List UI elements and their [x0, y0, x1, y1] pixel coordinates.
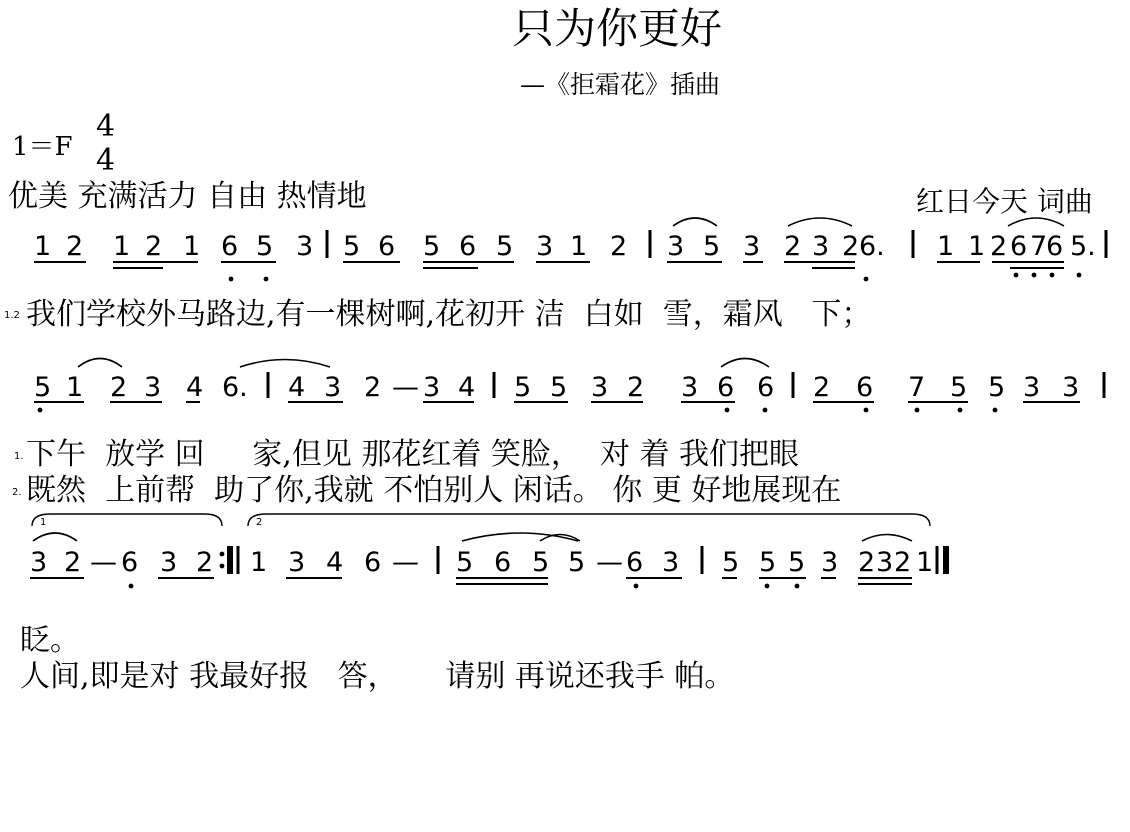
note-line2: 3 [144, 372, 162, 403]
note-line1: 1 [34, 231, 52, 262]
note-line2: 2 [364, 372, 382, 403]
note-line2: 6 [757, 372, 775, 403]
note-line2: 4 [288, 372, 306, 403]
octave-dot [129, 584, 134, 589]
note-line1: 2 [145, 231, 163, 262]
slur [33, 533, 77, 541]
octave-dot [1014, 273, 1019, 278]
note-line2: 2 [110, 372, 128, 403]
note-line2: 3 [681, 372, 699, 403]
note-line1: 3 [296, 231, 314, 262]
volta-bracket-2 [248, 514, 930, 526]
volta-number-1: 1 [40, 517, 47, 528]
note-line1: 1 [570, 231, 588, 262]
note-line3: 5 [722, 547, 740, 578]
note-line2: 5 [950, 372, 968, 403]
note-line3: 5 [788, 547, 806, 578]
octave-dot [264, 277, 269, 282]
note-line1: 1 [968, 231, 986, 262]
composer-credit: 红日今天 词曲 [916, 185, 1093, 218]
octave-dot [993, 408, 998, 413]
note-line3: 3 [288, 547, 306, 578]
note-line2: 3 [324, 372, 342, 403]
note-line3: 2 [858, 547, 876, 578]
note-line3: 3 [821, 547, 839, 578]
dash-note: — [392, 547, 419, 578]
note-line2: 5 [514, 372, 532, 403]
slur [862, 535, 912, 542]
note-line1: 3 [812, 231, 830, 262]
note-line3: 3 [876, 547, 894, 578]
note-line3: 5 [456, 547, 474, 578]
octave-dot [725, 408, 730, 413]
note-line2: 3 [591, 372, 609, 403]
note-line2: 5 [550, 372, 568, 403]
lyric-line-3-verse-1: 眨。 [20, 623, 80, 658]
time-signature-top: 4 [96, 109, 116, 144]
time-signature-bottom: 4 [96, 143, 116, 178]
note-line2: 4 [458, 372, 476, 403]
slur [1008, 218, 1064, 226]
dash-note: — [90, 547, 117, 578]
note-line1: 2 [842, 231, 860, 262]
note-line2: 2 [627, 372, 645, 403]
note-line2: 3 [423, 372, 441, 403]
octave-dot [763, 408, 768, 413]
octave-dot [229, 277, 234, 282]
slur [78, 359, 122, 368]
verse-mark: 1. [14, 451, 24, 462]
note-line1: 5 [703, 231, 721, 262]
note-line1: 7 [1030, 231, 1048, 262]
octave-dot [38, 408, 43, 413]
octave-dot [864, 408, 869, 413]
octave-dot [958, 408, 963, 413]
note-line2: 1 [66, 372, 84, 403]
note-line1: 1 [937, 231, 955, 262]
note-line3: 3 [160, 547, 178, 578]
note-line3: 2 [196, 547, 214, 578]
octave-dot [765, 584, 770, 589]
slur [240, 360, 330, 368]
note-line1: 3 [536, 231, 554, 262]
note-line1: 5. [1070, 231, 1096, 262]
octave-dot [1050, 273, 1055, 278]
octave-dot [795, 584, 800, 589]
note-line1: 2 [990, 231, 1008, 262]
slur [673, 218, 717, 226]
note-line1: 6 [1010, 231, 1028, 262]
note-line1: 6 [459, 231, 477, 262]
note-line3: 6 [626, 547, 644, 578]
lyric-line-1: 我们学校外马路边,有一棵树啊,花初开 洁 白如 雪，霜风 下； [26, 297, 872, 332]
note-line2: 6 [856, 372, 874, 403]
note-line3: 2 [64, 547, 82, 578]
repeat-dot [220, 552, 225, 557]
note-line2: 3 [1023, 372, 1041, 403]
note-line1: 3 [743, 231, 761, 262]
note-line2: 7 [908, 372, 926, 403]
note-line3: 1 [250, 547, 268, 578]
octave-dot [915, 408, 920, 413]
octave-dot [1077, 273, 1082, 278]
note-line3: 6 [121, 547, 139, 578]
volta-bracket-1 [32, 514, 222, 526]
note-line3: 2 [894, 547, 912, 578]
note-line3: 5 [568, 547, 586, 578]
octave-dot [864, 277, 869, 282]
tempo-marking: 优美 充满活力 自由 热情地 [8, 179, 367, 214]
verse-mark: 1.2 [4, 310, 20, 321]
key-signature: 1＝F [12, 132, 73, 162]
note-line3: 6 [494, 547, 512, 578]
note-line3: 4 [326, 547, 344, 578]
volta-number-2: 2 [256, 517, 263, 528]
note-line1: 5 [496, 231, 514, 262]
note-line1: 1 [183, 231, 201, 262]
note-line1: 5 [423, 231, 441, 262]
dash-note: — [392, 372, 419, 403]
note-line1: 2 [610, 231, 628, 262]
note-line3: 5 [759, 547, 777, 578]
lyric-line-3-verse-2: 人间,即是对 我最好报 答， 请别 再说还我手 帕。 [20, 659, 735, 694]
slur [788, 218, 852, 226]
verse-mark: 2. [12, 487, 22, 498]
song-title: 只为你更好 [512, 4, 723, 53]
note-line3: 1 [916, 547, 934, 578]
note-line1: 3 [667, 231, 685, 262]
octave-dot [1032, 273, 1037, 278]
note-line3: 3 [30, 547, 48, 578]
note-line1: 6 [378, 231, 396, 262]
note-line1: 1 [113, 231, 131, 262]
note-line1: 2 [66, 231, 84, 262]
lyric-line-2-verse-2: 既然 上前帮 助了你,我就 不怕别人 闲话。 你 更 好地展现在 [26, 473, 842, 508]
note-line1: 5 [343, 231, 361, 262]
note-line3: 3 [662, 547, 680, 578]
note-line1: 2 [784, 231, 802, 262]
note-line1: 6 [1046, 231, 1064, 262]
slur [721, 359, 769, 368]
note-line3: 6 [364, 547, 382, 578]
dash-note: — [596, 547, 623, 578]
lyric-line-2-verse-1: 下午 放学 回 家,但见 那花红着 笑脸， 对 着 我们把眼 [26, 437, 800, 472]
note-line2: 6 [717, 372, 735, 403]
note-line1: 6 [221, 231, 239, 262]
octave-dot [634, 584, 639, 589]
note-line2: 5 [988, 372, 1006, 403]
note-line1: 6. [859, 231, 885, 262]
repeat-dot [220, 564, 225, 569]
song-subtitle: —《拒霜花》插曲 [520, 70, 721, 99]
note-line2: 3 [1062, 372, 1080, 403]
note-line2: 4 [186, 372, 204, 403]
note-line1: 5 [256, 231, 274, 262]
note-line3: 5 [532, 547, 550, 578]
note-line2: 6. [222, 372, 248, 403]
note-line2: 2 [813, 372, 831, 403]
note-line2: 5 [34, 372, 52, 403]
